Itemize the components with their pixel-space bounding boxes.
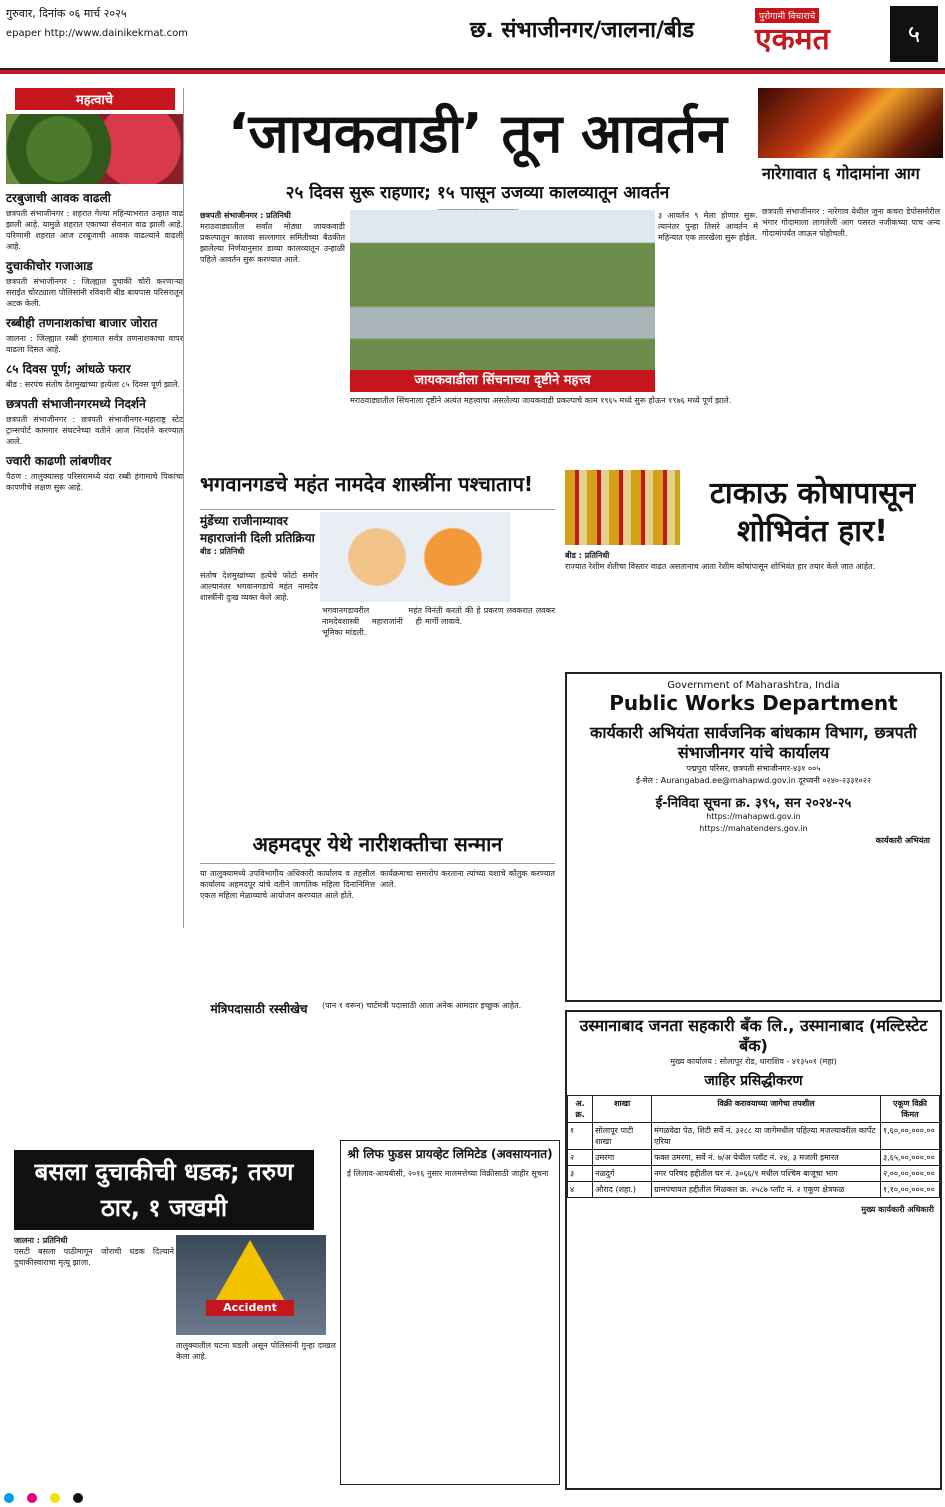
logo-name: एकमत [755, 22, 830, 57]
accident-text-1: एसटी बसला पाठीमागून जोराची धडक दिल्याने दुचाकीस्वाराचा मृत्यू झाला. [14, 1247, 174, 1267]
story-head: दुचाकीचोर गजाआड [6, 259, 93, 273]
epaper-link[interactable]: epaper http://www.dainikekmat.com [6, 28, 188, 39]
print-color-bar [0, 1488, 945, 1501]
yellow-swatch [50, 1493, 60, 1503]
auction-body: ई लिलाव-आयबीसी, २०१६ नुसार मालमत्तेच्या विक्रीसाठी जाहीर सूचना [347, 1169, 549, 1178]
bank-head: उस्मानाबाद जनता सहकारी बँक लि., उस्मानाबाद (मल्टिस्टेट बँक) [579, 1016, 928, 1055]
table-row [568, 1123, 940, 1150]
left-story [6, 257, 183, 309]
column-title: महत्वाचे [15, 88, 175, 110]
bhagwangad-headline: भगवानगडचे महंत नामदेव शास्त्रींना पश्चाताप! [200, 470, 555, 510]
bhagwangad-col-2 [322, 605, 422, 825]
bhagwangad-col-1 [200, 570, 318, 820]
fire-photo [758, 88, 943, 158]
table-row [568, 1150, 940, 1166]
auction-notice-ad [340, 1140, 560, 1485]
canal-photo-caption: जायकवाडीला सिंचनाच्या दृष्टीने महत्त्व [350, 370, 655, 392]
col-header: अ. क्र. [568, 1096, 593, 1123]
accident-col-2 [176, 1340, 336, 1480]
mantri-body: (पान १ वरून) चार्टमंत्री पदासाठी आता अनेक आमदार इच्छुक आहेत. [322, 1001, 522, 1010]
main-text-1: मराठवाड्यातील सर्वांत मोठ्या जायकवाडी प्रकल्पातून कालवा सल्लागार समितीच्या बैठकीत झालेल्या निर्णयानुसार डाव्या कालव्यातून उन्हाळी पहिले आवर्तन सुरू करण्यात आले. [200, 222, 345, 264]
accident-headline: बसला दुचाकीची धडक; तरुण ठार, १ जखमी [14, 1150, 314, 1230]
nari-headline: अहमदपूर येथे नारीशक्तीचा सन्मान [200, 830, 555, 864]
pwd-tender-ad [565, 672, 942, 1002]
main-below-photo [350, 395, 755, 465]
mantri-headline: मंत्रिपदासाठी रस्सीखेच [210, 1002, 308, 1016]
main-byline: छत्रपती संभाजीनगर : प्रतिनिधी [200, 211, 291, 220]
newspaper-logo [755, 4, 885, 64]
cell: नगर परिषद हद्दीतील घर नं. ३०६६/१ मधील पश्चिम बाजूचा भाग [652, 1166, 881, 1182]
canal-photo [350, 210, 655, 370]
cell: १,६०,००,०००.०० [880, 1123, 939, 1150]
bhagwangad-text-2: भगवानगडावरील महंत नामदेवशास्त्री महाराजांनी ही भूमिका मांडली. [322, 606, 422, 637]
sale-table [567, 1095, 940, 1198]
pwd-web-2[interactable]: https://mahatenders.gov.in [699, 824, 808, 833]
leaders-photo [320, 512, 510, 602]
cell: १ [568, 1123, 593, 1150]
cell: २ [568, 1150, 593, 1166]
garland-photo [565, 470, 680, 545]
pwd-office: कार्यकारी अभियंता सार्वजनिक बांधकाम विभाग, छत्रपती संभाजीनगर यांचे कार्यालय [590, 723, 917, 762]
bank-office: मुख्य कार्यालय : सोलापूर रोड, धाराशिव - ४१३५०१ (महा) [670, 1057, 837, 1066]
cell: ग्रामपंचायत हद्दीतील मिळकत क्र. २५८७ प्लॉट नं. २ एकूण क्षेत्रफळ [652, 1182, 881, 1198]
main-text-3: मराठवाड्यातील सिंचनाला दृष्टीने अत्यंत महत्त्वाचा असलेल्या जायकवाडी प्रकल्पाचे काम १९६५ मध्ये सुरू होऊन १९७६ मध्ये पूर्ण झाले. [350, 396, 732, 405]
header-rule [0, 70, 945, 74]
col-header: शाखा [593, 1096, 652, 1123]
magenta-swatch [27, 1493, 37, 1503]
bhagwangad-col-3 [425, 605, 555, 825]
story-body: छत्रपती संभाजीनगर : शहरात गेल्या महिन्याभरात उन्हात वाढ झाली आहे. यामुळे शहरात एकाच्या सेवनात वाढ झाली आहे. परिणामी शहरात आज टरबूजाची आवक वाढल्याने वाढली आहे. [6, 209, 183, 251]
fire-headline: नारेगावात ६ गोदामांना आग [762, 164, 920, 183]
main-subheadline: २५ दिवस सुरू राहणार; १५ पासून उजव्या कालव्यातून आवर्तन [285, 183, 670, 203]
cell: ३ [568, 1166, 593, 1182]
accident-label: Accident [206, 1300, 294, 1316]
fire-body: छत्रपती संभाजीनगर : नारेगाव येथील जुना कचरा डेपोसमोरील भंगार गोदामाला लागलेली आग पसरत नजीकच्या पाच अन्य गोदामांपर्यंत जाऊन पोहोचली. [762, 207, 940, 238]
main-col-1 [200, 210, 345, 460]
bank-signatory: मुख्य कार्यकारी अधिकारी [861, 1205, 934, 1214]
pwd-email: ई-मेल : Aurangabad.ee@mahapwd.gov.in दूरध्वनी ०२४०-२३३१०२२ [635, 776, 872, 785]
table-row [568, 1166, 940, 1182]
bhagwangad-text-1: संतोष देशमुखांच्या हत्येचे फोटो समोर आल्यानंतर भगवानगडाचे महंत नामदेव शास्त्रींनी दुःख व्यक्त केले आहे. [200, 571, 318, 602]
accident-text-2: तालुक्यातील घटना घडली असून पोलिसांनी गुन्हा दाखल केला आहे. [176, 1341, 336, 1361]
left-story [6, 395, 183, 447]
cell: नळदुर्ग [593, 1166, 652, 1182]
bank-notice-ad [565, 1010, 942, 1490]
cell: १,१०,००,०००.०० [880, 1182, 939, 1198]
subhead-text: मुंडेंच्या राजीनाम्यावर महाराजांनी दिली प्रतिक्रिया [200, 514, 315, 545]
main-text-2: ३ आवर्तन ९ मेला होणार सुरू. त्यानंतर पुन्हा तिसरे आवर्तन मे महिन्यात एक तारखेला सुरू होईल. [658, 211, 758, 242]
left-story [6, 189, 183, 252]
takao-headline: टाकाऊ कोषापासून शोभिवंत हार! [709, 476, 916, 549]
auction-head: श्री लिफ फुडस प्रायव्हेट लिमिटेड (अवसायनात) [347, 1147, 553, 1161]
story-head: छत्रपती संभाजीनगरमध्ये निदर्शने [6, 397, 146, 411]
cell: २,००,००,०००.०० [880, 1166, 939, 1182]
takao-byline: बीड : प्रतिनिधी [565, 551, 610, 560]
story-body: बीड : सरपंच संतोष देशमुखांच्या हत्येला ८५ दिवस पूर्ण झाले. [6, 380, 181, 389]
story-body: छत्रपती संभाजीनगर : छत्रपती संभाजीनगर-महाराष्ट्र स्टेट ट्रान्सपोर्ट कामगार संघटनेच्या वतीने आज निदर्शने करण्यात आले. [6, 415, 183, 446]
left-story [6, 314, 183, 355]
fire-story [762, 206, 940, 456]
takao-body: राज्यात रेशीम शेतीचा विस्तार वाढत असतानाच आता रेशीम कोषांपासून शोभिवंत हार तयार केले जात आहेत. [565, 562, 876, 571]
cell: उमरगा [593, 1150, 652, 1166]
pwd-dept: Public Works Department [609, 691, 898, 715]
pwd-signatory: कार्यकारी अभियंता [875, 836, 930, 845]
logo-tagline: पुरोगामी विचाराचे [755, 8, 819, 23]
section-title: छ. संभाजीनगर/जालना/बीड [470, 18, 695, 43]
story-head: ८५ दिवस पूर्ण; आंधळे फरार [6, 362, 131, 376]
main-headline: ‘जायकवाडी’ तून आवर्तन [227, 102, 728, 165]
accident-byline: जालना : प्रतिनिधी [14, 1236, 68, 1245]
story-head: रब्बीही तणनाशकांचा बाजार जोरात [6, 316, 158, 330]
issue-date: गुरुवार, दिनांक ०६ मार्च २०२५ [6, 7, 127, 20]
bank-notice-title: जाहिर प्रसिद्धीकरण [704, 1073, 803, 1089]
black-swatch [73, 1493, 83, 1503]
accident-col-1 [14, 1235, 174, 1485]
cell: मंगळवेढा पेठ, शिटी सर्वे नं. ३२८८ या जागेमधील पहिल्या मजल्यावरील कार्पेट एरिया [652, 1123, 881, 1150]
story-head: टरबुजाची आवक वाढली [6, 191, 111, 205]
nari-text-2: कार्यक्रमाचा समारोप करताना त्यांच्या यशाचे कौतुक करण्यात आले. [380, 869, 555, 889]
watermelon-photo [6, 114, 183, 184]
story-head: ज्वारी काढणी लांबणीवर [6, 454, 112, 468]
table-row [568, 1182, 940, 1198]
nari-text-1: या तालुक्यामध्ये उपविभागीय अधिकारी कार्यालय व तहसील कार्यालय अहमदपूर यांचे वतीने जागतिक महिला दिनानिमित्त एकल महिला मेळाव्याचे आयोजन करण्यात आले होते. [200, 869, 375, 900]
left-story [6, 452, 183, 493]
cell: सोलापूर पाटी शाखा [593, 1123, 652, 1150]
cell: फक्त उमरगा, सर्वे नं. ७/अ येथील प्लॉट नं. २४, ३ मजली इमारत [652, 1150, 881, 1166]
story-body: छत्रपती संभाजीनगर : जिल्ह्यात दुचाकी चोरी करणाऱ्या सराईत चोरट्याला पोलिसांनी रविवारी बीड बायपास परिसरातून अटक केली. [6, 277, 183, 308]
bhagwangad-text-3: विनंती करतो की हे प्रकरण लवकरात लवकर मार्गी लावावे. [425, 606, 555, 626]
pwd-web-1[interactable]: https://mahapwd.gov.in [706, 812, 801, 821]
bhagwangad-byline: बीड : प्रतिनिधी [200, 547, 245, 556]
cell: औराद (शहा.) [593, 1182, 652, 1198]
pwd-gov: Government of Maharashtra, India [667, 680, 840, 691]
pwd-tender-no: ई-निविदा सूचना क्र. ३९५, सन २०२४-२५ [655, 796, 852, 811]
mantri-story [322, 1000, 552, 1110]
bhagwangad-subhead [200, 512, 318, 568]
cell: ४ [568, 1182, 593, 1198]
page-number: ५ [890, 6, 938, 62]
left-story [6, 360, 183, 390]
takao-story [565, 550, 940, 670]
story-body: जालना : जिल्ह्यात रब्बी हंगामात सर्वत्र तणनाशकाचा वापर वाढला दिसत आहे. [6, 334, 183, 354]
col-header: एकूण विक्री किंमत [880, 1096, 939, 1123]
col-header: विक्री करावयाच्या जागेचा तपशील [652, 1096, 881, 1123]
pwd-address: पद्मपुरा परिसर, छत्रपती संभाजीनगर-४३१ ००५ [686, 764, 821, 773]
table-header-row [568, 1096, 940, 1123]
left-column [6, 88, 184, 928]
cyan-swatch [4, 1493, 14, 1503]
cell: ३,६५,००,०००.०० [880, 1150, 939, 1166]
masthead [0, 0, 945, 70]
story-body: पैठण : तालुक्यासह परिसरामध्ये यंदा रब्बी हंगामाचे पिकांचा कापणीचे लक्षण सुरू आहे. [6, 472, 183, 492]
